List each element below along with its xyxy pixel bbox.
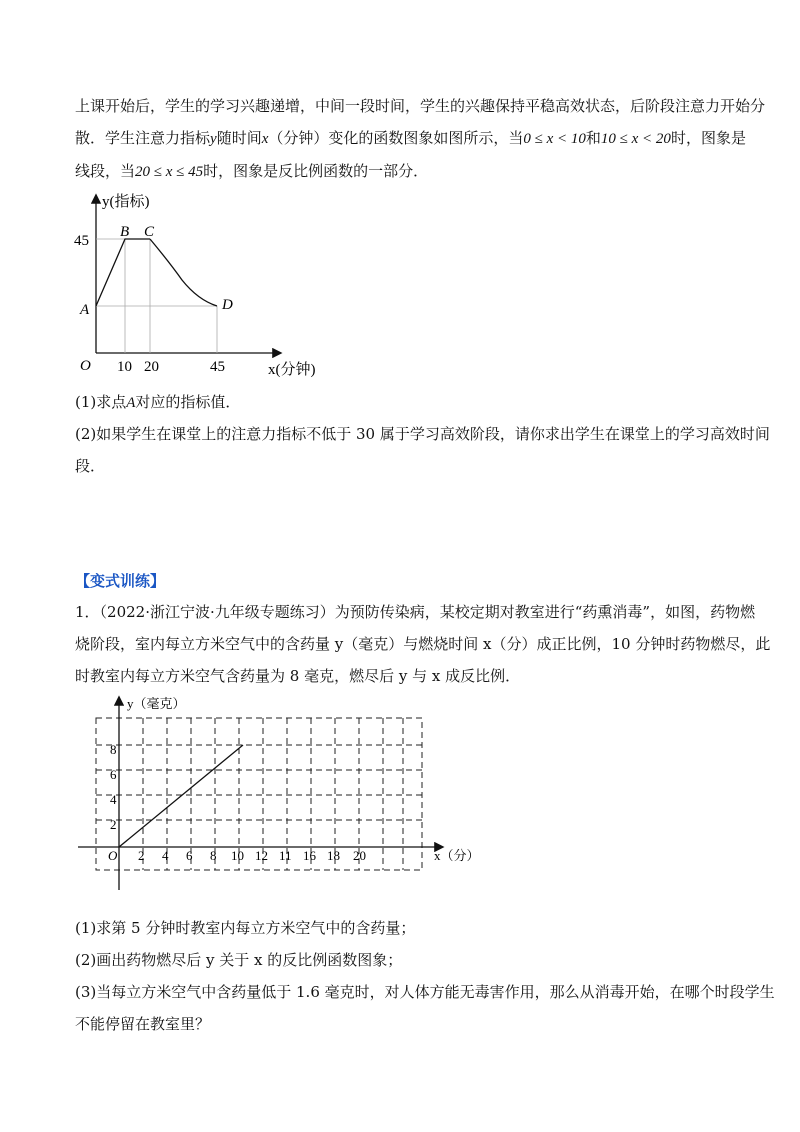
question-2-line-2: 段．	[75, 457, 106, 475]
x-tick-20: 20	[353, 848, 366, 863]
text-segment: 时，图象是	[670, 129, 746, 147]
x-tick-16: 16	[303, 848, 316, 863]
text-segment: (1)求点	[75, 393, 127, 411]
burning-segment	[119, 745, 243, 847]
x-tick-10: 10	[117, 359, 132, 375]
practice-line-2: 烧阶段，室内每立方米空气中的含药量 y（毫克）与燃烧时间 x（分）成正比例，10 分钟时药物燃尽，此	[75, 635, 771, 653]
x-tick-45: 45	[210, 359, 225, 375]
text-segment: 对应的指标值．	[135, 393, 241, 411]
x-axis-label: x（分）	[434, 848, 480, 863]
attention-graph	[70, 188, 330, 383]
condition-2: 10 ≤ x < 20	[600, 131, 671, 147]
x-tick-4: 4	[162, 848, 169, 863]
condition-1: 0 ≤ x < 10	[523, 131, 586, 147]
origin-label: O	[108, 848, 118, 863]
x-tick-2: 2	[138, 848, 145, 863]
segment-abc	[96, 239, 150, 306]
y-tick-6: 6	[110, 767, 117, 782]
point-b-label: B	[120, 224, 130, 240]
text-segment: 线段，当	[75, 162, 136, 180]
label-45: 45	[74, 233, 89, 249]
problem-line-1: 上课开始后，学生的学习兴趣递增，中间一段时间，学生的兴趣保持平稳高效状态，后阶段注意力开始分	[75, 97, 766, 115]
point-a: A	[126, 395, 136, 411]
practice-question-1: (1)求第 5 分钟时教室内每立方米空气中的含药量；	[75, 919, 416, 937]
x-tick-6: 6	[186, 848, 193, 863]
x-tick-8: 8	[210, 848, 217, 863]
problem-line-3	[75, 161, 428, 182]
var-y: y	[210, 131, 217, 147]
text-segment: （分钟）变化的函数图象如图所示，当	[268, 129, 524, 147]
x-axis-label: x(分钟)	[268, 362, 316, 378]
point-a-label: A	[80, 302, 90, 318]
question-1	[75, 392, 240, 413]
x-tick-12: 12	[255, 848, 268, 863]
curve-cd	[150, 239, 217, 306]
x-tick-20: 20	[144, 359, 159, 375]
practice-question-3-line-2: 不能停留在教室里？	[75, 1015, 211, 1033]
var-x: x	[261, 131, 269, 147]
point-d-label: D	[222, 297, 233, 313]
practice-line-1: 1．（2022·浙江宁波·九年级专题练习）为预防传染病，某校定期对教室进行“药熏消毒”，如图，药物燃	[75, 603, 756, 621]
y-tick-8: 8	[110, 742, 117, 757]
point-c-label: C	[144, 224, 155, 240]
question-2-line-1: (2)如果学生在课堂上的注意力指标不低于 30 属于学习高效阶段，请你求出学生在课堂上的学习高效时间	[75, 425, 770, 443]
text-segment: 随时间	[216, 129, 262, 147]
y-tick-2: 2	[110, 817, 117, 832]
text-segment: 散．学生注意力指标	[75, 129, 211, 147]
x-tick-18: 18	[327, 848, 340, 863]
y-axis-label: y(指标)	[102, 194, 150, 210]
origin-label: O	[80, 358, 91, 374]
condition-3: 20 ≤ x ≤ 45	[135, 164, 204, 180]
y-tick-4: 4	[110, 792, 117, 807]
text-segment: 时，图象是反比例函数的一部分．	[203, 162, 429, 180]
text-segment: 和	[585, 129, 601, 147]
practice-question-3-line-1: (3)当每立方米空气中含药量低于 1.6 毫克时，对人体方能无毒害作用，那么从消毒开始，在哪个时段学生	[75, 983, 775, 1001]
disinfection-graph	[72, 690, 492, 895]
problem-line-2	[75, 128, 746, 149]
x-tick-11: 11	[279, 848, 292, 863]
practice-question-2: (2)画出药物燃尽后 y 关于 x 的反比例函数图象；	[75, 951, 403, 969]
practice-line-3: 时教室内每立方米空气含药量为 8 毫克，燃尽后 y 与 x 成反比例．	[75, 667, 521, 685]
practice-header: 【变式训练】	[75, 572, 166, 590]
y-axis-label: y（毫克）	[127, 696, 186, 711]
x-tick-10: 10	[231, 848, 244, 863]
